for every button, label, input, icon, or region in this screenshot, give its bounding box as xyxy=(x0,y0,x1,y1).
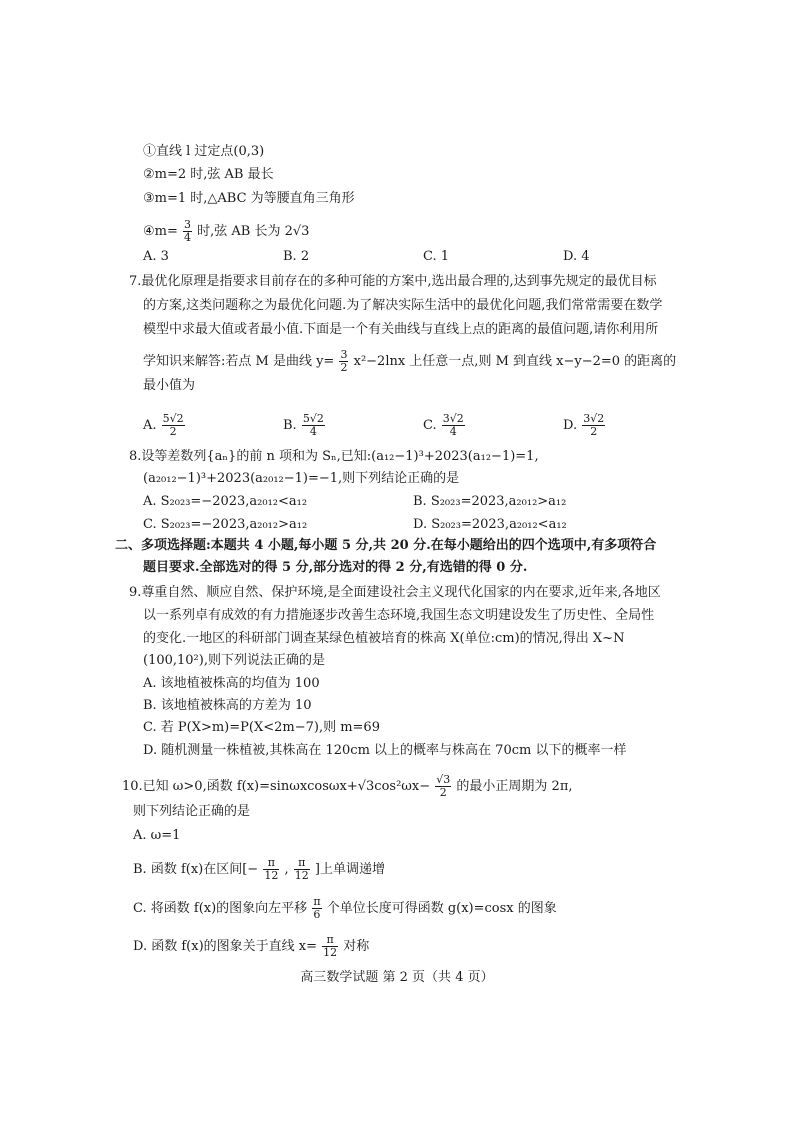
q10-option-d-a: D. 函数 f(x)的图象关于直线 x= xyxy=(133,939,317,954)
q9-line-4: (100,10²),则下列说法正确的是 xyxy=(143,653,325,668)
q8-option-b: B. S₂₀₂₃=2023,a₂₀₁₂>a₁₂ xyxy=(413,494,567,509)
q10-option-b-b: , xyxy=(284,862,289,877)
q9-option-b: B. 该地植被株高的方差为 10 xyxy=(143,698,312,713)
q7-option-c-label: C. xyxy=(423,418,437,433)
q7-line-3: 模型中求最大值或者最小值.下面是一个有关曲线与直线上点的距离的最值问题,请你利用所 xyxy=(143,322,659,337)
q7-option-a-label: A. xyxy=(143,418,157,433)
q10-line-2: 则下列结论正确的是 xyxy=(133,804,251,819)
q6-statement-2: ②m=2 时,弦 AB 最长 xyxy=(143,167,274,182)
q10-option-b-a: B. 函数 f(x)在区间[− xyxy=(133,862,259,877)
page-footer: 高三数学试题 第 2 页（共 4 页） xyxy=(300,970,494,985)
q8-option-a: A. S₂₀₂₃=−2023,a₂₀₁₂<a₁₂ xyxy=(143,494,308,509)
q7-line-2: 的方案,这类问题称之为最优化问题.为了解决实际生活中的最优化问题,我们常常需要在数学 xyxy=(143,298,663,313)
q9-line-1: 9.尊重自然、顺应自然、保护环境,是全面建设社会主义现代化国家的内在要求,近年来,各地区 xyxy=(129,585,661,600)
q10-line-1 xyxy=(122,774,573,799)
q6-statement-4 xyxy=(143,219,309,244)
section-2-heading: 二、多项选择题:本题共 4 小题,每小题 5 分,共 20 分.在每小题给出的四个选项中,有多项符合 xyxy=(115,538,657,553)
q10-option-b xyxy=(133,857,385,882)
section-2-heading-cont: 题目要求.全部选对的得 5 分,部分选对的得 2 分,有选错的得 0 分. xyxy=(143,560,528,575)
q6-statement-3: ③m=1 时,△ABC 为等腰直角三角形 xyxy=(143,191,355,206)
q9-line-2: 以一系列卓有成效的有力措施逐步改善生态环境,我国生态文明建设发生了历史性、全局性 xyxy=(143,608,655,623)
q10-option-b-c: ]上单调递增 xyxy=(314,862,385,877)
q10-option-a: A. ω=1 xyxy=(133,828,181,843)
q9-option-d: D. 随机测量一株植被,其株高在 120cm 以上的概率与株高在 70cm 以下的概率一样 xyxy=(143,743,627,758)
q7-option-c xyxy=(423,413,466,438)
q10-option-c xyxy=(133,896,557,921)
q8-option-c: C. S₂₀₂₃=−2023,a₂₀₁₂>a₁₂ xyxy=(143,517,308,532)
q6-s4-prefix: ④m= xyxy=(143,224,178,239)
q7-option-b-label: B. xyxy=(283,418,297,433)
q9-option-a: A. 该地植被株高的均值为 100 xyxy=(143,676,320,691)
q6-option-c: C. 1 xyxy=(423,249,450,264)
q10-option-c-b: 个单位长度可得函数 g(x)=cosx 的图象 xyxy=(326,901,557,916)
q7-line-4-b: x²−2lnx 上任意一点,则 M 到直线 x−y−2=0 的距离的 xyxy=(353,354,677,369)
fraction-3-4: $\frac{3}{4}$ xyxy=(184,218,192,244)
fraction-pi-12-b: $\frac{\pi}{12}$ xyxy=(294,856,309,882)
q7-option-d xyxy=(563,413,606,438)
q9-line-3: 的变化.一地区的科研部门调查某绿色植被培育的株高 X(单位:cm)的情况,得出 X~N xyxy=(143,631,625,646)
fraction-3r2-2: $\frac{3√2}{2}$ xyxy=(583,412,605,438)
q7-option-a xyxy=(143,413,186,438)
q10-line-1-a: 10.已知 ω>0,函数 f(x)=sinωxcosωx+√3cos²ωx− xyxy=(122,779,431,794)
q6-option-b: B. 2 xyxy=(283,249,310,264)
q6-option-a: A. 3 xyxy=(143,249,169,264)
q8-line-1: 8.设等差数列{aₙ}的前 n 项和为 Sₙ,已知:(a₁₂−1)³+2023(a₁₂−1)=1, xyxy=(129,449,539,464)
q10-option-d xyxy=(133,934,369,959)
q8-line-2: (a₂₀₁₂−1)³+2023(a₂₀₁₂−1)=−1,则下列结论正确的是 xyxy=(143,471,460,486)
fraction-5r2-2: $\frac{5√2}{2}$ xyxy=(162,412,184,438)
q9-option-c: C. 若 P(X>m)=P(X<2m−7),则 m=69 xyxy=(143,720,380,735)
q6-option-d: D. 4 xyxy=(563,249,590,264)
q6-statement-1: ①直线 l 过定点(0,3) xyxy=(143,144,265,159)
q7-line-4-a: 学知识来解答:若点 M 是曲线 y= xyxy=(143,354,335,369)
q10-line-1-b: 的最小正周期为 2π, xyxy=(456,779,573,794)
q7-option-d-label: D. xyxy=(563,418,578,433)
fraction-pi-12-c: $\frac{\pi}{12}$ xyxy=(323,933,338,959)
q7-line-1: 7.最优化原理是指要求目前存在的多种可能的方案中,选出最合理的,达到事先规定的最优目标 xyxy=(129,274,657,289)
q7-line-4 xyxy=(143,349,676,374)
fraction-pi-12: $\frac{\pi}{12}$ xyxy=(264,856,279,882)
q7-option-b xyxy=(283,413,326,438)
q6-s4-suffix: 时,弦 AB 长为 2√3 xyxy=(197,224,310,239)
q7-line-5: 最小值为 xyxy=(143,378,196,393)
fraction-5r2-4: $\frac{5√2}{4}$ xyxy=(302,412,324,438)
q8-option-d: D. S₂₀₂₃=2023,a₂₀₁₂<a₁₂ xyxy=(413,517,567,532)
q10-option-c-a: C. 将函数 f(x)的图象向左平移 xyxy=(133,901,308,916)
fraction-3r2-4: $\frac{3√2}{4}$ xyxy=(442,412,464,438)
q10-option-d-b: 对称 xyxy=(343,939,370,954)
fraction-3-2: $\frac{3}{2}$ xyxy=(340,348,348,374)
fraction-pi-6: $\frac{\pi}{6}$ xyxy=(313,895,321,921)
fraction-r3-2: $\frac{√3}{2}$ xyxy=(436,773,451,799)
